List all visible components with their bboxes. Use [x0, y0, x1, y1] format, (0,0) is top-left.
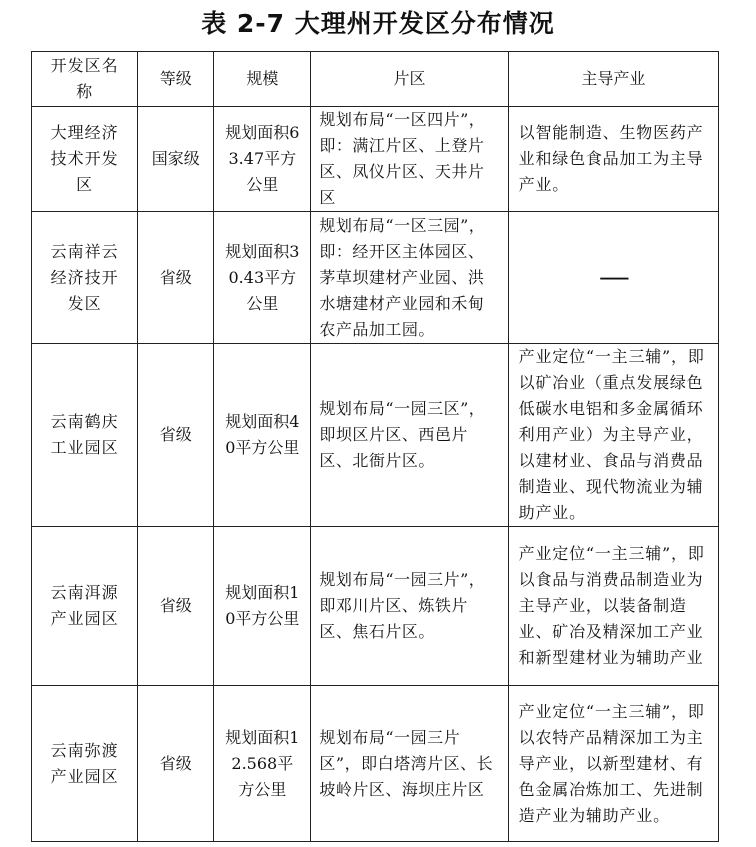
header-row — [32, 52, 719, 107]
zone-scale-cell: 规划面积40平方公里 — [214, 344, 311, 527]
zone-level-cell: 省级 — [138, 212, 214, 344]
zone-areas-cell: 规划布局“一区三园”，即：经开区主体园区、茅草坝建材产业园、洪水塘建材产业园和禾甸农产品加工园。 — [311, 212, 508, 344]
zone-name-cell: 云南弥渡产业园区 — [32, 686, 138, 842]
zone-areas-cell: 规划布局“一园三片”，即邓川片区、炼铁片区、焦石片区。 — [311, 527, 508, 686]
table-title: 表 2-7 大理州开发区分布情况 — [201, 9, 555, 38]
zone-industry-cell — [508, 212, 718, 344]
header-scale: 规模 — [214, 52, 311, 107]
zone-industry-cell: 产业定位“一主三辅”，即以矿冶业（重点发展绿色低碳水电铝和多金属循环利用产业）为主导产业，以建材业、食品与消费品制造业、现代物流业为辅助产业。 — [508, 344, 718, 527]
zone-areas-cell: 规划布局“一园三区”，即坝区片区、西邑片区、北衙片区。 — [311, 344, 508, 527]
table-row — [32, 212, 719, 344]
zone-level-cell: 省级 — [138, 527, 214, 686]
zone-level-cell: 省级 — [138, 344, 214, 527]
table-row — [32, 527, 719, 686]
zone-scale-cell: 规划面积30.43平方公里 — [214, 212, 311, 344]
table-row — [32, 686, 719, 842]
zone-name-cell: 大理经济技术开发区 — [32, 107, 138, 212]
zone-industry-cell: 产业定位“一主三辅”，即以农特产品精深加工为主导产业，以新型建材、有色金属冶炼加工、先进制造产业为辅助产业。 — [508, 686, 718, 842]
header-level: 等级 — [138, 52, 214, 107]
zone-name-cell: 云南鹤庆工业园区 — [32, 344, 138, 527]
zone-name-cell: 云南洱源产业园区 — [32, 527, 138, 686]
zone-industry-cell: 产业定位“一主三辅”，即以食品与消费品制造业为主导产业，以装备制造业、矿冶及精深加工产业和新型建材业为辅助产业 — [508, 527, 718, 686]
header-industry: 主导产业 — [508, 52, 718, 107]
header-zone-name: 开发区名称 — [32, 52, 138, 107]
table-row — [32, 107, 719, 212]
zone-level-cell: 省级 — [138, 686, 214, 842]
zone-scale-cell: 规划面积12.568平方公里 — [214, 686, 311, 842]
zone-scale-cell: 规划面积10平方公里 — [214, 527, 311, 686]
zone-name-cell: 云南祥云经济技开发区 — [32, 212, 138, 344]
header-areas: 片区 — [311, 52, 508, 107]
zone-areas-cell: 规划布局“一园三片区”，即白塔湾片区、长坡岭片区、海坝庄片区 — [311, 686, 508, 842]
zone-industry-cell: 以智能制造、生物医药产业和绿色食品加工为主导产业。 — [508, 107, 718, 212]
zone-areas-cell: 规划布局“一区四片”，即：满江片区、上登片区、凤仪片区、天井片区 — [311, 107, 508, 212]
development-zones-table — [31, 51, 719, 842]
zone-level-cell: 国家级 — [138, 107, 214, 212]
table-row — [32, 344, 719, 527]
empty-dash: —— — [599, 267, 628, 287]
zone-scale-cell: 规划面积63.47平方公里 — [214, 107, 311, 212]
